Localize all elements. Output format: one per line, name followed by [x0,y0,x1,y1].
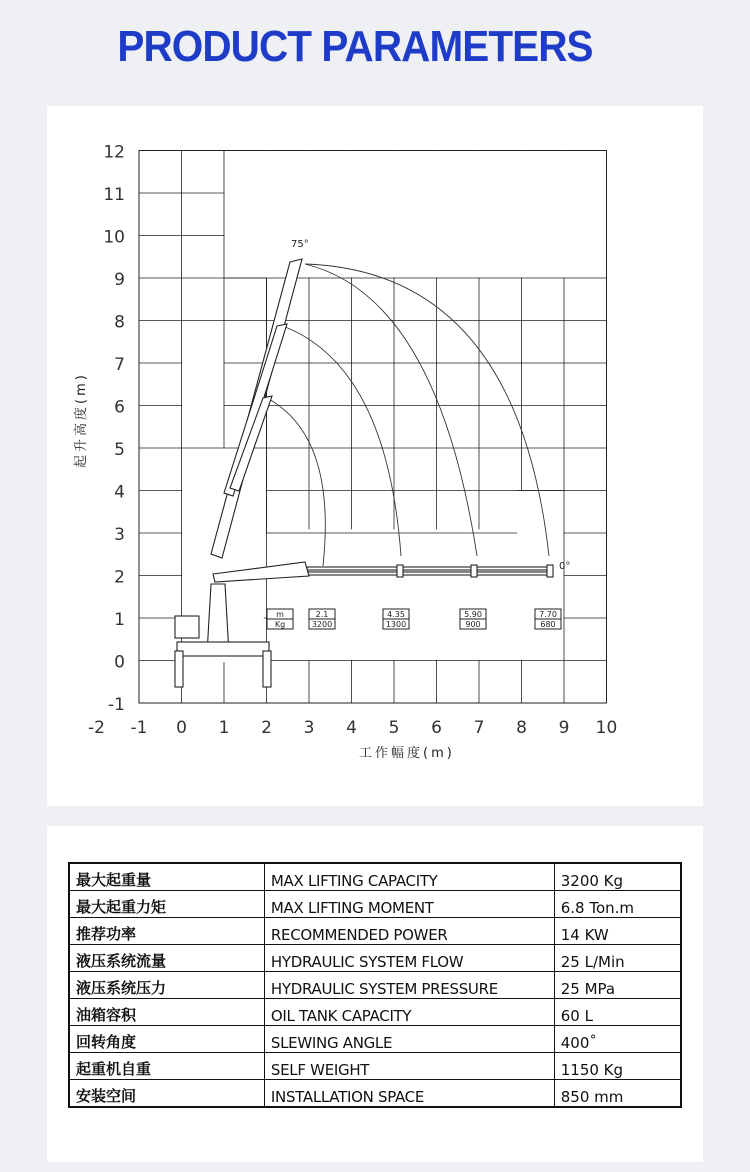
angle-bottom-label: 0° [559,561,571,572]
y-tick-label: 5 [114,440,125,460]
spec-label-cn: 最大起重量 [69,863,264,891]
page-title: PRODUCT PARAMETERS [117,22,593,71]
spec-label-cn: 回转角度 [69,1026,264,1053]
load-chart-diagram [47,106,703,806]
spec-value: 3200 Kg [554,863,681,891]
boom-joint [397,565,403,577]
x-tick-label: 5 [388,718,400,738]
y-tick-label: 10 [103,227,125,248]
y-tick-label: 8 [114,312,125,333]
spec-value: 400˚ [554,1026,681,1053]
spec-label-cn: 液压系统流量 [69,945,264,972]
y-axis-label: 起升高度(m) [74,372,89,468]
spec-label-cn: 起重机自重 [69,1053,264,1080]
x-tick-label: 3 [303,718,315,738]
control-box [175,616,199,638]
load-box [383,609,409,629]
boom-joint [471,565,477,577]
svg-text:3200: 3200 [311,620,333,629]
y-tick-label: 2 [114,567,125,588]
spec-value: 850 mm [554,1080,681,1108]
x-tick-label: 1 [218,718,230,738]
load-box [309,609,335,629]
lifting-arc [283,326,401,556]
spec-label-en: SELF WEIGHT [264,1053,554,1080]
x-tick-label: -2 [88,718,105,738]
crane-base [177,642,269,656]
spec-value: 6.8 Ton.m [554,891,681,918]
y-tick-label: 1 [114,610,125,630]
grid-blank [140,491,181,532]
lifting-arc [305,264,477,556]
svg-text:Kg: Kg [274,620,286,629]
spec-label-en: MAX LIFTING CAPACITY [264,863,554,891]
y-tick-label: 6 [114,397,125,418]
spec-label-en: HYDRAULIC SYSTEM FLOW [264,945,554,972]
svg-text:4.35: 4.35 [387,610,405,619]
x-tick-label: 2 [261,718,272,738]
x-tick-label: 10 [595,718,618,738]
svg-text:1300: 1300 [385,620,407,629]
spec-label-en: OIL TANK CAPACITY [264,999,554,1026]
spec-row [69,1080,681,1108]
spec-row [69,1026,681,1053]
x-tick-label: 0 [176,718,187,738]
chart-blank-areas [140,151,606,662]
lifting-arc [305,264,549,556]
y-tick-label: 4 [114,482,125,503]
spec-label-cn: 推荐功率 [69,918,264,945]
spec-value: 25 L/Min [554,945,681,972]
svg-text:2.1: 2.1 [315,610,329,619]
right-outrigger [263,651,271,687]
load-box [460,609,486,629]
svg-text:7.70: 7.70 [539,610,557,619]
spec-row [69,1053,681,1080]
y-tick-label: 12 [103,142,125,163]
svg-text:m: m [276,610,284,619]
spec-row [69,972,681,999]
y-tick-label: 7 [114,355,125,375]
spec-row [69,918,681,945]
spec-label-cn: 最大起重力矩 [69,891,264,918]
spec-row [69,863,681,891]
x-axis-label: 工作幅度(m) [359,746,455,761]
spec-value: 25 MPa [554,972,681,999]
y-tick-label: -1 [108,695,125,715]
spec-label-en: RECOMMENDED POWER [264,918,554,945]
spec-label-cn: 液压系统压力 [69,972,264,999]
spec-label-cn: 安装空间 [69,1080,264,1108]
spec-value: 60 L [554,999,681,1026]
y-tick-label: 0 [114,652,125,673]
y-tick-label: 9 [114,270,125,290]
spec-row [69,891,681,918]
load-box [535,609,561,629]
y-tick-label: 11 [103,185,125,205]
spec-table [68,862,682,1108]
spec-label-en: INSTALLATION SPACE [264,1080,554,1108]
x-tick-label: 6 [431,718,442,738]
svg-text:900: 900 [465,620,481,629]
x-tick-label: 8 [516,718,527,738]
spec-value: 14 KW [554,918,681,945]
spec-label-en: SLEWING ANGLE [264,1026,554,1053]
angle-top-label: 75° [291,239,309,250]
spec-label-cn: 油箱容积 [69,999,264,1026]
svg-text:680: 680 [540,620,556,629]
grid-blank [140,321,181,362]
spec-row [69,945,681,972]
x-tick-label: -1 [130,718,148,738]
spec-label-en: HYDRAULIC SYSTEM PRESSURE [264,972,554,999]
x-tick-label: 9 [558,718,570,738]
spec-value: 1150 Kg [554,1053,681,1080]
lifting-chart-panel [47,106,703,806]
grid-blank [225,151,606,277]
grid-blank [182,321,223,447]
spec-panel [47,826,703,1162]
horizontal-boom-inner [307,570,551,572]
left-outrigger [175,651,183,687]
boom-joint [547,565,553,577]
spec-label-en: MAX LIFTING MOMENT [264,891,554,918]
spec-row [69,999,681,1026]
load-unit-box [267,609,293,629]
y-tick-label: 3 [114,525,125,545]
x-tick-label: 4 [346,718,357,738]
svg-text:5.90: 5.90 [464,610,482,619]
x-tick-label: 7 [473,718,485,738]
